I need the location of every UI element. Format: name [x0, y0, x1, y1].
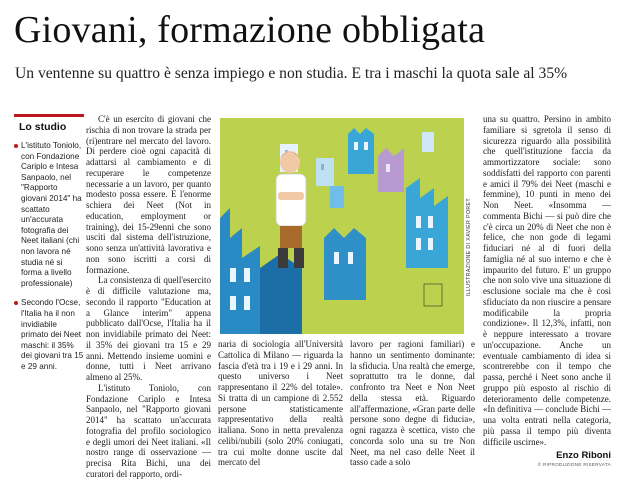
paragraph: C'è un esercito di giovani che rischia di non trovare la strada per (ri)entrare nel mercato del lavoro. Di perdere cioè ogni capacità di adattarsi al cambiamento e di recuperare le competenze necessarie a un lavoro, per quanto modesto possa essere. E l'enorme schiera dei Neet (Not in education, employment or training), dei 15-29enni che sono usciti dal sistema dell'istruzione, sono senza un'attività lavorativa e non sono iscritti a corsi di formazione. [86, 114, 211, 275]
paragraph: naria di sociologia all'Università Cattolica di Milano — riguarda la fascia d'età tra i 19 e i 29 anni. In questo universo i Neet rappresentano il 22% del totale». Si tratta di un campione di 2.552 persone statisticamente rappresentativo della realtà italiana. Sono in netta prevalenza celibi/nubili (solo 20% coniugati, tra cui molte donne uscite dal mercato del [218, 339, 343, 468]
sidebar-fact-text: Secondo l'Ocse, l'Italia ha il non invidiabile primato dei Neet maschi: il 35% dei giovani tra 15 e 29 anni. [21, 298, 84, 371]
floating-building-icon [330, 186, 344, 208]
copyright-notice: © RIPRODUZIONE RISERVATA [537, 462, 611, 467]
illustration-credit: ILLUSTRAZIONE DI XAVIER PORET [466, 198, 472, 297]
floating-building-icon [422, 132, 434, 152]
article-column-2 [218, 339, 343, 468]
subheadline: Un ventenne su quattro è senza impiego e non studia. E tra i maschi la quota sale al 35% [15, 65, 568, 82]
paragraph: lavoro per ragioni familiari) e hanno un sentimento dominante: la sfiducia. Una realtà che emerge, soprattutto tra le donne, dal confronto tra Neet e Non Neet della stessa età. Riguardo all'affermazione, «Gran parte delle persone sono degne di fiducia», ogni ragazza è scettica, visto che concorda solo una su tre Non Neet, ma nel caso delle Neet il tasso cade a solo [350, 339, 475, 468]
sidebar-box [14, 114, 84, 381]
article-column-1 [86, 114, 211, 480]
building-cluster-icon [406, 178, 448, 268]
author-byline: Enzo Riboni [556, 450, 611, 461]
building-icon [324, 228, 366, 300]
sidebar-fact-text: L'istituto Toniolo, con Fondazione Cariplo e Intesa Sanpaolo, nel "Rapporto giovani 2014" ha scattato un'accurata fotografia dei Neet italiani (chi non lavora né studia né si forma a livello professionale) [21, 141, 82, 288]
bullet-icon [14, 144, 18, 148]
paragraph: una su quattro. Persino in ambito familiare si sgretola il senso di sicurezza riguardo alla possibilità che quell'istituzione faccia da ammortizzatore sociale: sono soddisfatti del rapporto con parenti e amici il 79% dei Neet (maschi e femmine), 10 punti in meno dei Non Neet. «Insomma — commenta Bichi — si può dire che c'è circa un 20% di Neet che non è felice, che non gode di legami fiduciari né al di fuori della famiglia né al suo interno e che è impaurito del futuro. E' un gruppo che non solo vive una situazione di esclusione sociale ma che è così sfiduciato da non riuscire a pensare modificabile la propria condizione». Il 12,3%, infatti, non è neppure interessato a trovare un'occupazione. Anche un eventuale cambiamento di idea si scontrerebbe con il tempo che passa, perché i Neet sono anche il gruppo più esposto al rischio di deterioramento delle competenze. «In definitiva — conclude Bichi — una volta entrati nella categoria, più passa il tempo più diventa difficile uscirne». [483, 114, 611, 447]
illustration [220, 118, 464, 334]
article-column-3 [350, 339, 475, 468]
sidebar-title: Lo studio [19, 121, 67, 133]
sidebar-fact [14, 141, 84, 289]
signature-icon [424, 284, 442, 306]
city-illustration [220, 118, 464, 334]
paragraph: La consistenza di quell'esercito è di difficile valutazione ma, secondo il rapporto "Education at a Glance interim" appena pubblicato dall'Ocse, l'Italia ha il non invidiabile primato dei Neet: il 35% dei giovani tra 15 e 29 anni. Mettendo insieme uomini e donne, tutti i Neet arrivano almeno al 25%. [86, 275, 211, 382]
paragraph: L'istituto Toniolo, con Fondazione Cariplo e Intesa Sanpaolo, nel "Rapporto giovani 2014" ha scattato un'accurata fotografia del profilo sociologico e degli umori dei Neet italiani. «Il nostro range di osservazione — precisa Rita Bichi, una dei curatori del rapporto, ordi- [86, 382, 211, 479]
floating-building-icon [348, 128, 374, 174]
floating-building-icon [316, 158, 334, 186]
bullet-icon [14, 301, 18, 305]
floating-building-icon [378, 148, 404, 192]
headline: Giovani, formazione obbligata [14, 9, 486, 51]
sidebar-fact [14, 298, 84, 372]
article-column-4 [483, 114, 611, 447]
sidebar-rule [14, 114, 84, 117]
